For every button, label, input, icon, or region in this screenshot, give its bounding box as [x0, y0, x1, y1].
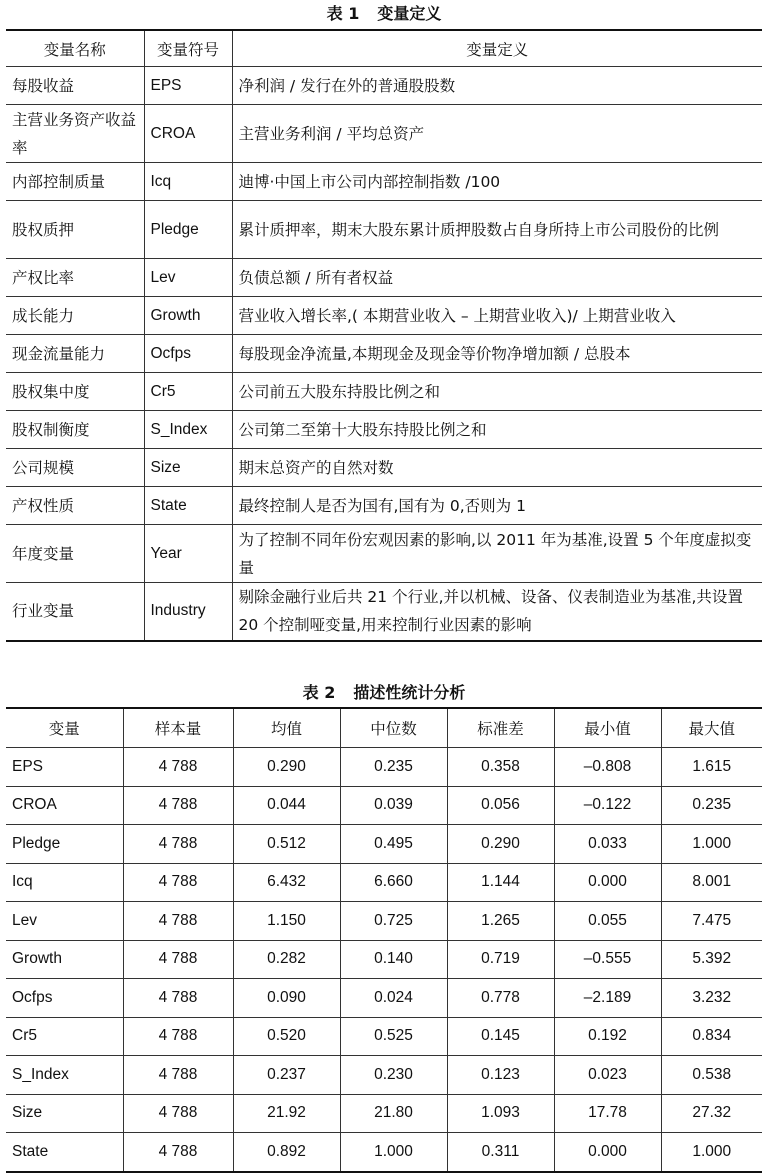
median-cell: 0.495 [340, 825, 447, 864]
table1-body [6, 67, 762, 641]
sample-size-cell: 4 788 [123, 1056, 233, 1095]
max-cell: 0.538 [661, 1056, 762, 1095]
mean-cell: 0.892 [233, 1133, 340, 1172]
table1-row [6, 525, 762, 583]
std-dev-cell: 0.719 [447, 940, 554, 979]
table1-row [6, 259, 762, 297]
variable-symbol-cell: Growth [144, 297, 232, 335]
variable-cell: State [6, 1133, 123, 1172]
max-cell: 1.000 [661, 825, 762, 864]
table1-row [6, 67, 762, 105]
variable-symbol-cell: S_Index [144, 411, 232, 449]
variable-symbol-cell: Size [144, 449, 232, 487]
variable-definition-cell: 期末总资产的自然对数 [232, 449, 762, 487]
variable-name-cell: 行业变量 [6, 583, 144, 641]
table2-header-cell: 最小值 [554, 708, 661, 748]
table2-row [6, 979, 762, 1018]
median-cell: 0.024 [340, 979, 447, 1018]
variable-symbol-cell: Year [144, 525, 232, 583]
table1-caption [0, 4, 768, 24]
variable-symbol-cell: Icq [144, 163, 232, 201]
variable-definition-cell: 营业收入增长率,( 本期营业收入 – 上期营业收入)/ 上期营业收入 [232, 297, 762, 335]
variable-definition-table [6, 29, 762, 642]
std-dev-cell: 0.311 [447, 1133, 554, 1172]
variable-definition-cell: 每股现金净流量,本期现金及现金等价物净增加额 / 总股本 [232, 335, 762, 373]
sample-size-cell: 4 788 [123, 940, 233, 979]
max-cell: 0.235 [661, 786, 762, 825]
table2-row [6, 1094, 762, 1133]
variable-name-cell: 股权质押 [6, 201, 144, 259]
table2-caption-number: 表 2 [302, 683, 336, 702]
variable-cell: Ocfps [6, 979, 123, 1018]
table2-caption [0, 683, 768, 703]
table1-row [6, 105, 762, 163]
mean-cell: 0.090 [233, 979, 340, 1018]
min-cell: 0.000 [554, 1133, 661, 1172]
variable-name-cell: 每股收益 [6, 67, 144, 105]
variable-name-cell: 内部控制质量 [6, 163, 144, 201]
table1-row [6, 373, 762, 411]
std-dev-cell: 0.123 [447, 1056, 554, 1095]
table1-header-cell: 变量定义 [232, 30, 762, 67]
min-cell: –0.555 [554, 940, 661, 979]
variable-name-cell: 股权制衡度 [6, 411, 144, 449]
table1-row [6, 201, 762, 259]
max-cell: 1.000 [661, 1133, 762, 1172]
min-cell: –2.189 [554, 979, 661, 1018]
max-cell: 27.32 [661, 1094, 762, 1133]
sample-size-cell: 4 788 [123, 825, 233, 864]
max-cell: 1.615 [661, 748, 762, 787]
min-cell: 17.78 [554, 1094, 661, 1133]
std-dev-cell: 0.778 [447, 979, 554, 1018]
median-cell: 0.235 [340, 748, 447, 787]
variable-cell: Pledge [6, 825, 123, 864]
table2-row [6, 786, 762, 825]
max-cell: 0.834 [661, 1017, 762, 1056]
table1-row [6, 487, 762, 525]
table1-header-cell: 变量名称 [6, 30, 144, 67]
sample-size-cell: 4 788 [123, 748, 233, 787]
variable-symbol-cell: EPS [144, 67, 232, 105]
table1-caption-number: 表 1 [326, 4, 360, 23]
median-cell: 0.039 [340, 786, 447, 825]
table1-row [6, 449, 762, 487]
variable-name-cell: 主营业务资产收益率 [6, 105, 144, 163]
sample-size-cell: 4 788 [123, 1017, 233, 1056]
variable-definition-cell: 剔除金融行业后共 21 个行业,并以机械、设备、仪表制造业为基准,共设置 20 个控制哑变量,用来控制行业因素的影响 [232, 583, 762, 641]
median-cell: 6.660 [340, 863, 447, 902]
min-cell: 0.023 [554, 1056, 661, 1095]
max-cell: 7.475 [661, 902, 762, 941]
std-dev-cell: 0.358 [447, 748, 554, 787]
mean-cell: 0.044 [233, 786, 340, 825]
max-cell: 3.232 [661, 979, 762, 1018]
table1-row [6, 583, 762, 641]
sample-size-cell: 4 788 [123, 979, 233, 1018]
std-dev-cell: 1.144 [447, 863, 554, 902]
table1-row [6, 297, 762, 335]
variable-cell: Cr5 [6, 1017, 123, 1056]
variable-name-cell: 现金流量能力 [6, 335, 144, 373]
table2-row [6, 1056, 762, 1095]
sample-size-cell: 4 788 [123, 1094, 233, 1133]
variable-cell: Icq [6, 863, 123, 902]
variable-name-cell: 产权性质 [6, 487, 144, 525]
table2-row [6, 863, 762, 902]
std-dev-cell: 0.290 [447, 825, 554, 864]
mean-cell: 0.512 [233, 825, 340, 864]
table2-body [6, 748, 762, 1172]
std-dev-cell: 0.056 [447, 786, 554, 825]
std-dev-cell: 0.145 [447, 1017, 554, 1056]
table2-header-cell: 中位数 [340, 708, 447, 748]
max-cell: 8.001 [661, 863, 762, 902]
table2-row [6, 1133, 762, 1172]
table2-header-cell: 变量 [6, 708, 123, 748]
table2-row [6, 748, 762, 787]
mean-cell: 6.432 [233, 863, 340, 902]
median-cell: 0.525 [340, 1017, 447, 1056]
table2-row [6, 1017, 762, 1056]
mean-cell: 0.520 [233, 1017, 340, 1056]
variable-cell: CROA [6, 786, 123, 825]
std-dev-cell: 1.265 [447, 902, 554, 941]
variable-symbol-cell: Cr5 [144, 373, 232, 411]
table1-row [6, 411, 762, 449]
variable-cell: Growth [6, 940, 123, 979]
variable-symbol-cell: Industry [144, 583, 232, 641]
sample-size-cell: 4 788 [123, 786, 233, 825]
sample-size-cell: 4 788 [123, 1133, 233, 1172]
table2-header-cell: 最大值 [661, 708, 762, 748]
variable-name-cell: 产权比率 [6, 259, 144, 297]
variable-definition-cell: 负债总额 / 所有者权益 [232, 259, 762, 297]
variable-definition-cell: 为了控制不同年份宏观因素的影响,以 2011 年为基准,设置 5 个年度虚拟变量 [232, 525, 762, 583]
table1-caption-title: 变量定义 [377, 4, 442, 23]
table2-header-cell: 标准差 [447, 708, 554, 748]
table1-row [6, 335, 762, 373]
variable-name-cell: 股权集中度 [6, 373, 144, 411]
table1-header-row [6, 30, 762, 67]
variable-name-cell: 成长能力 [6, 297, 144, 335]
variable-symbol-cell: Ocfps [144, 335, 232, 373]
variable-cell: EPS [6, 748, 123, 787]
min-cell: 0.000 [554, 863, 661, 902]
table2-header-cell: 均值 [233, 708, 340, 748]
mean-cell: 21.92 [233, 1094, 340, 1133]
variable-symbol-cell: Lev [144, 259, 232, 297]
median-cell: 21.80 [340, 1094, 447, 1133]
table2-row [6, 902, 762, 941]
variable-name-cell: 年度变量 [6, 525, 144, 583]
variable-definition-cell: 主营业务利润 / 平均总资产 [232, 105, 762, 163]
median-cell: 0.725 [340, 902, 447, 941]
descriptive-statistics-table [6, 707, 762, 1173]
median-cell: 1.000 [340, 1133, 447, 1172]
variable-cell: Size [6, 1094, 123, 1133]
table2-header-cell: 样本量 [123, 708, 233, 748]
sample-size-cell: 4 788 [123, 902, 233, 941]
variable-symbol-cell: Pledge [144, 201, 232, 259]
table2-caption-title: 描述性统计分析 [353, 683, 466, 702]
variable-definition-cell: 最终控制人是否为国有,国有为 0,否则为 1 [232, 487, 762, 525]
mean-cell: 1.150 [233, 902, 340, 941]
min-cell: 0.192 [554, 1017, 661, 1056]
variable-definition-cell: 公司前五大股东持股比例之和 [232, 373, 762, 411]
table2-row [6, 825, 762, 864]
variable-cell: S_Index [6, 1056, 123, 1095]
min-cell: –0.808 [554, 748, 661, 787]
sample-size-cell: 4 788 [123, 863, 233, 902]
variable-definition-cell: 公司第二至第十大股东持股比例之和 [232, 411, 762, 449]
max-cell: 5.392 [661, 940, 762, 979]
variable-name-cell: 公司规模 [6, 449, 144, 487]
std-dev-cell: 1.093 [447, 1094, 554, 1133]
variable-definition-cell: 迪博·中国上市公司内部控制指数 /100 [232, 163, 762, 201]
variable-symbol-cell: State [144, 487, 232, 525]
table2-header-row [6, 708, 762, 748]
median-cell: 0.140 [340, 940, 447, 979]
mean-cell: 0.290 [233, 748, 340, 787]
min-cell: 0.055 [554, 902, 661, 941]
median-cell: 0.230 [340, 1056, 447, 1095]
variable-definition-cell: 累计质押率，期末大股东累计质押股数占自身所持上市公司股份的比例 [232, 201, 762, 259]
mean-cell: 0.282 [233, 940, 340, 979]
table2-row [6, 940, 762, 979]
min-cell: –0.122 [554, 786, 661, 825]
table1-header-cell: 变量符号 [144, 30, 232, 67]
mean-cell: 0.237 [233, 1056, 340, 1095]
variable-symbol-cell: CROA [144, 105, 232, 163]
variable-cell: Lev [6, 902, 123, 941]
variable-definition-cell: 净利润 / 发行在外的普通股股数 [232, 67, 762, 105]
table1-row [6, 163, 762, 201]
min-cell: 0.033 [554, 825, 661, 864]
